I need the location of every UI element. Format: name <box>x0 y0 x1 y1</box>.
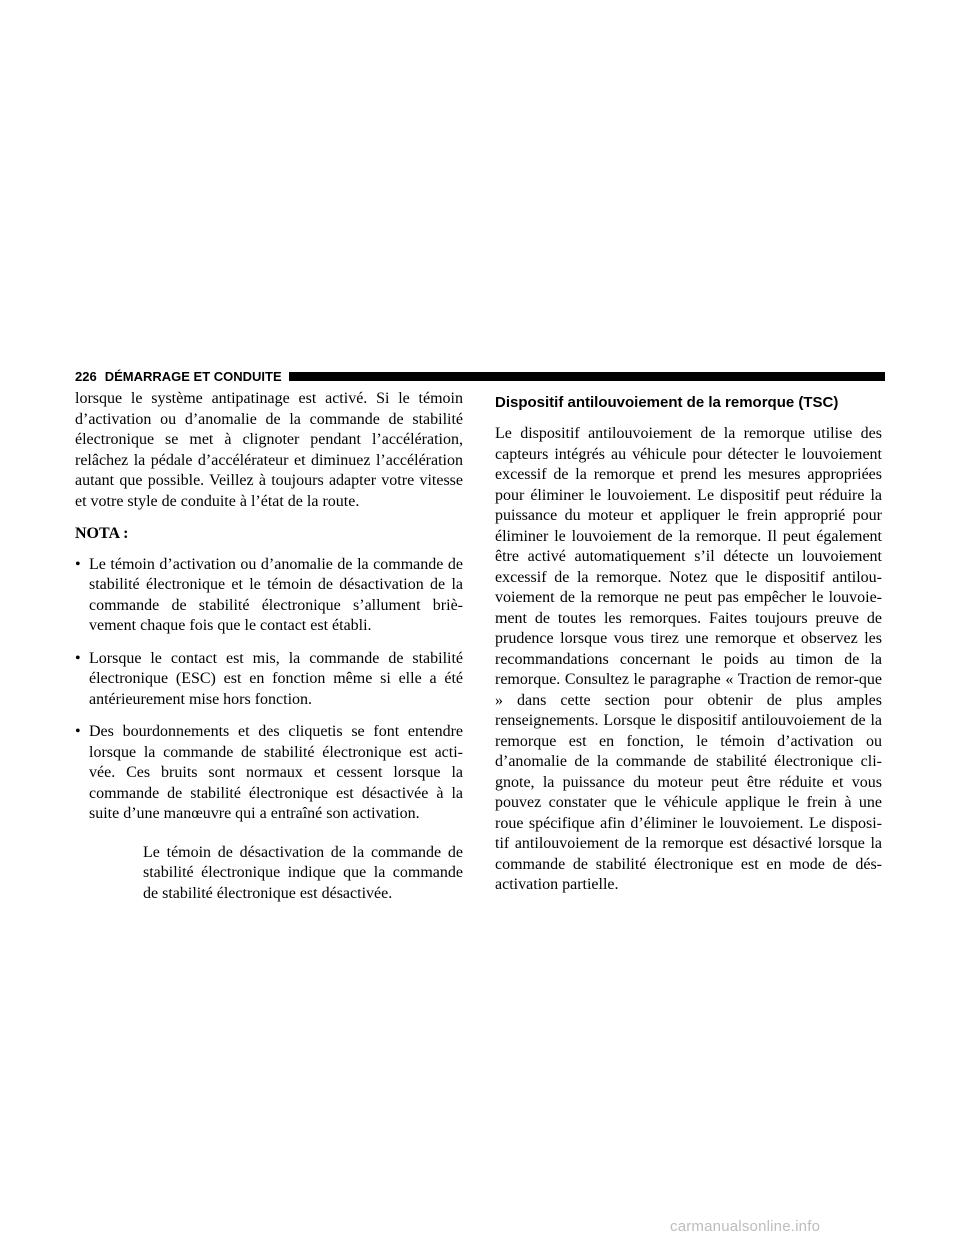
tsc-body: Le dispositif antilouvoiement de la remorque utilise des capteurs intégrés au véhicule pour détecter le louvoiement excessif de la remorque et prend les mesures appropriées pour éliminer le louvoiement. Le dispositif peut réduire la puissance du moteur et appliquer le frein approprié pour éliminer le louvoiement de la remorque. Il peut également être activé automatiquement s’il détecte un louvoiement excessif de la remorque. Notez que le dispositif antilou-voiement de la remorque ne peut pas empêcher le louvoie-ment de toutes les remorques. Faites toujours preuve de prudence lorsque vous tirez une remorque et observez les recommandations concernant le poids au timon de la remorque. Consultez le paragraphe « Traction de remor-que » dans cette section pour obtenir de plus amples renseignements. Lorsque le dispositif antilouvoiement de la remorque est en fonction, le témoin d’activation ou d’anomalie de la commande de stabilité électronique cli-gnote, la puissance du moteur peut être réduite et vous pouvez constater que le véhicule applique le frein à une roue spécifique afin d’éliminer le louvoiement. Le disposi-tif antilouvoiement de la remorque est désactivé lorsque la commande de stabilité électronique est en mode de dés-activation partielle. <box>495 425 882 893</box>
list-item: • Le témoin d’activation ou d’anomalie de la commande de stabilité électronique et le témoin de désactivation de la commande de stabilité électronique s’allument briè-vement chaque fois que le contact est établi. <box>75 555 463 634</box>
bullet-icon: • <box>75 555 81 573</box>
bullet-icon: • <box>75 649 81 667</box>
left-column <box>75 389 463 904</box>
list-item: • Lorsque le contact est mis, la commande de stabilité électronique (ESC) est en fonction même si elle a été antérieurement mise hors fonction. <box>75 649 463 708</box>
list-item: • Des bourdonnements et des cliquetis se font entendre lorsque la commande de stabilité électronique est acti-vée. Ces bruits sont normaux et cessent lorsque la commande de stabilité électronique est désactivée à la suite d’une manœuvre qui a entraîné son activation. <box>75 723 463 822</box>
watermark-logo: carmanualsonline.info <box>670 1218 821 1235</box>
indicator-description: Le témoin de désactivation de la commande de stabilité électronique indique que la commande de stabilité électronique est désactivée. <box>143 843 463 902</box>
bullet-icon: • <box>75 723 81 740</box>
section-title: DÉMARRAGE ET CONDUITE <box>104 368 282 384</box>
nota-label: NOTA : <box>75 525 129 542</box>
page-number: 226 <box>75 368 97 384</box>
right-column <box>495 389 882 896</box>
intro-paragraph: lorsque le système antipatinage est activé. Si le témoin d’activation ou d’anomalie de la commande de stabilité électronique se met à clignoter pendant l’accélération, relâchez la pédale d’accélérateur et diminuez l’accélération autant que possible. Veillez à toujours adapter votre vitesse et votre style de conduite à l’état de la route. <box>75 390 463 510</box>
tsc-heading: Dispositif antilouvoiement de la remorque (TSC) <box>495 394 839 411</box>
page-header <box>75 368 885 384</box>
nota-list <box>75 555 463 825</box>
header-rule <box>289 372 885 381</box>
